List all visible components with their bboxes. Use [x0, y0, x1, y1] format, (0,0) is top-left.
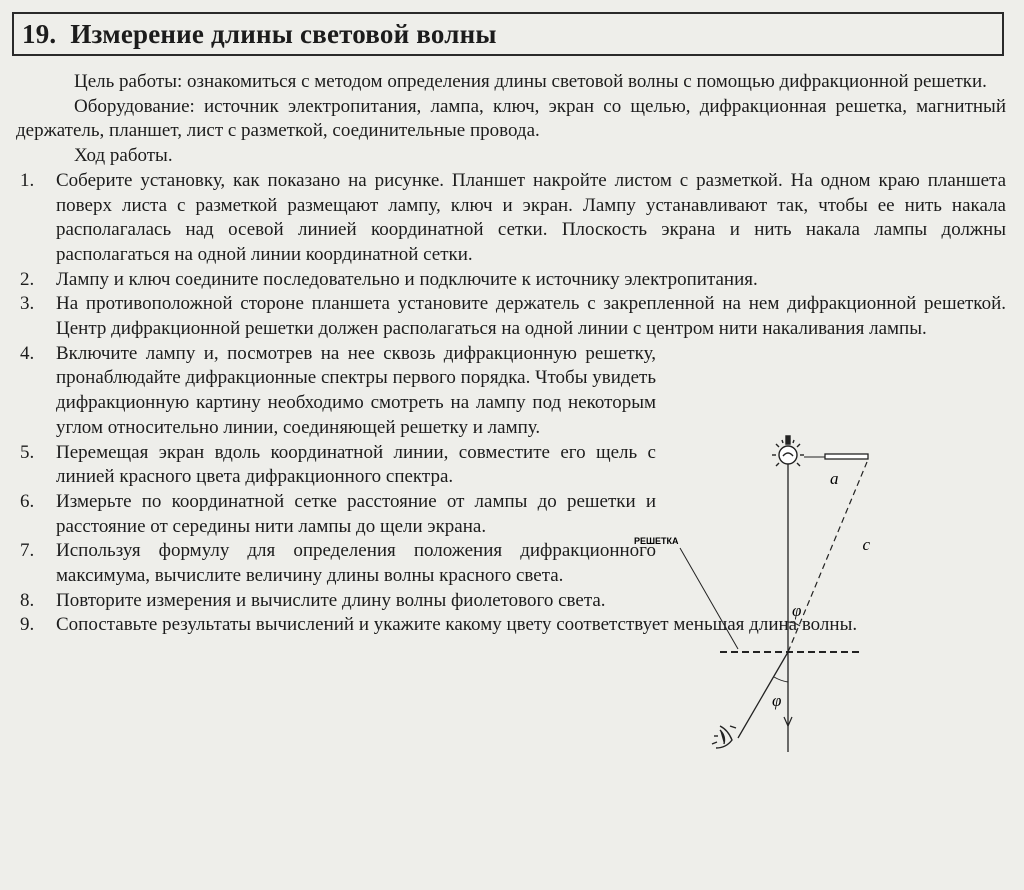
label-c: c: [862, 535, 870, 554]
list-item-step-2: [16, 268, 1006, 293]
step-text: Сопоставьте результаты вычислений и укажите какому цвету соответствует меньшая длина волны.: [56, 614, 858, 636]
list-item-step-3: [16, 292, 1006, 341]
goal-paragraph: Цель работы: ознакомиться с методом определения длины световой волны с помощью дифракционной решетки.: [74, 71, 987, 92]
step-number: 1.: [20, 169, 35, 191]
list-item-step-5: [16, 441, 656, 490]
angle-arc-lower: [774, 677, 788, 682]
step-number: 5.: [20, 441, 35, 463]
step-text: Лампу и ключ соедините последовательно и подключите к источнику электропитания.: [56, 268, 758, 290]
setup-diagram: [620, 430, 870, 765]
step-text: Повторите измерения и вычислите длину волны фиолетового света.: [56, 589, 606, 611]
step-text: Измерьте по координатной сетке расстояние от лампы до решетки и расстояние от середины нити лампы до щели экрана.: [56, 490, 656, 537]
screen-bar: [825, 454, 868, 459]
procedure-heading: Ход работы.: [74, 145, 173, 167]
equipment-paragraph: Оборудование: источник электропитания, лампа, ключ, экран со щелью, дифракционная решетка, магнитный держатель, планшет, лист с разметкой, соединительные провода.: [16, 95, 1006, 142]
step-text: На противоположной стороне планшета установите держатель с закрепленной на нем дифракционной решеткой. Центр дифракционной решетки должен располагаться на одной линии с центром нити накаливания лампы.: [56, 293, 1006, 340]
step-number: 9.: [20, 614, 35, 636]
grating-leader: [680, 548, 738, 649]
section-number: 19.: [22, 18, 57, 49]
label-phi-lower: φ: [772, 691, 782, 710]
grating-label: РЕШЕТКА: [634, 536, 679, 546]
ray-to-screen: [788, 462, 867, 652]
eye-icon: [712, 726, 736, 748]
section-title: Измерение длины световой волны: [70, 18, 497, 49]
label-phi-upper: φ: [792, 601, 802, 620]
step-text: Используя формулу для определения положения дифракционного максимума, вычислите величину длины волны красного света.: [56, 540, 656, 587]
list-item-step-1: [16, 169, 1006, 268]
step-number: 4.: [20, 342, 35, 364]
step-text: Включите лампу и, посмотрев на нее сквозь дифракционную решетку, пронаблюдайте дифракционные спектры первого порядка. Чтобы увидеть дифракционную картину необходимо смотреть на лампу под некоторым углом относительно линии, соединяющей решетку и лампу.: [56, 342, 656, 438]
step-number: 8.: [20, 589, 35, 611]
section-title-box: [12, 12, 1004, 56]
list-item-step-4: [16, 342, 656, 441]
step-text: Соберите установку, как показано на рисунке. Планшет накройте листом с разметкой. На одном краю планшета поверх листа с разметкой размещают лампу, ключ и экран. Лампу устанавливают так, чтобы ее нить накала располагалась над осевой линией координатной сетки. Плоскость экрана и нить накала лампы должны располагаться на одной линии координатной сетки.: [56, 169, 1006, 265]
step-number: 7.: [20, 540, 35, 562]
step-number: 6.: [20, 490, 35, 512]
list-item-step-7: [16, 539, 656, 588]
step-text: Перемещая экран вдоль координатной линии, совместите его щель с линией красного цвета дифракционного спектра.: [56, 441, 656, 488]
list-item-step-6: [16, 490, 656, 539]
step-number: 2.: [20, 268, 35, 290]
label-a: a: [830, 469, 839, 488]
step-number: 3.: [20, 293, 35, 315]
lamp-icon: [772, 436, 804, 466]
angle-arc-upper: [788, 622, 800, 626]
